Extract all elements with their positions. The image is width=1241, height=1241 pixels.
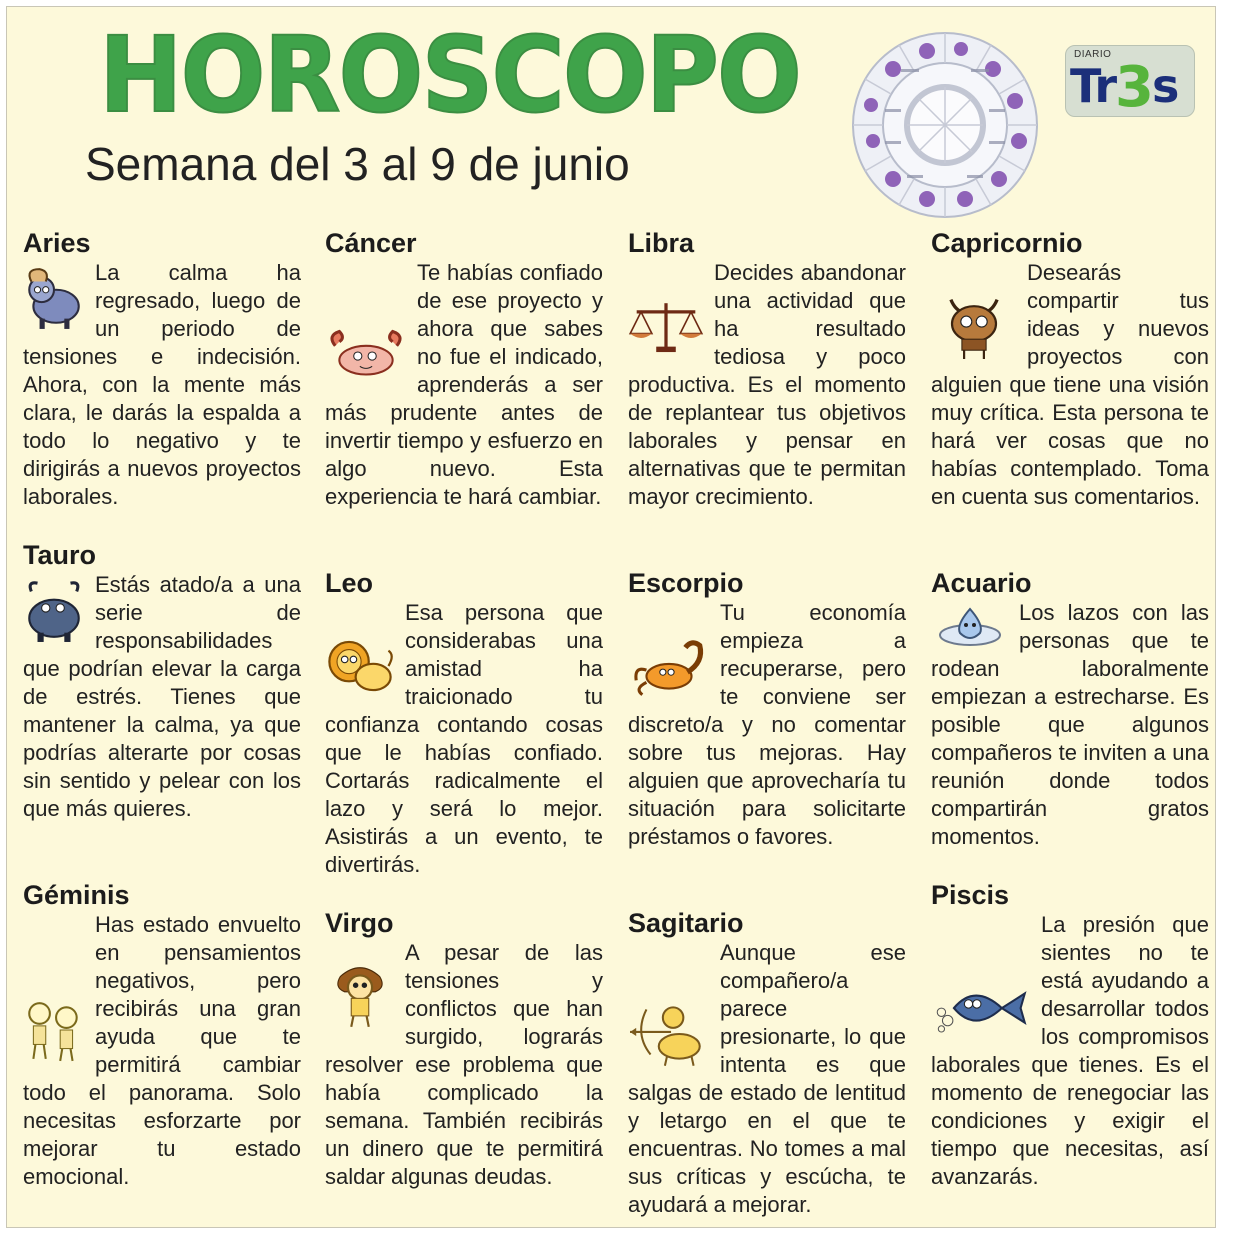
sign-text: Los lazos con las personas que te rodean laboralmente empiezan a estrecharse. Es posible que algunos compañeros te inviten a una reunión donde todos compartirán gratos momentos. (931, 600, 1209, 849)
diario-tres-logo (1065, 45, 1195, 120)
sign-text: La presión que sientes no te está ayudando a desarrollar todos los compromisos laborales que tienes. Es el momento de renegociar las condiciones y exigir el tiempo que necesitas, así avanzarás. (931, 912, 1209, 1189)
sign-geminis (23, 879, 301, 1191)
goat-icon (931, 293, 1017, 359)
lion-icon (325, 633, 395, 699)
logo-small-text: DIARIO (1074, 49, 1112, 60)
sign-text: A pesar de las tensiones y conflictos que han surgido, lograrás resolver ese problema que había complicado la semana. También recibirás un dinero que te permitirá saldar algunas deudas. (325, 940, 603, 1189)
sign-title: Virgo (325, 908, 394, 938)
sign-aries (23, 227, 301, 539)
sign-text: Aunque ese compañero/a parece presionarte, lo que intenta es que salgas de estado de lentitud y letargo en el que te encuentras. No tomes a mal sus críticas y escúcha, te ayudará a mejorar. (628, 940, 906, 1217)
sign-title: Géminis (23, 880, 130, 910)
sign-leo (325, 567, 603, 907)
scales-icon (628, 293, 704, 359)
sign-tauro (23, 539, 301, 879)
twins-icon (23, 997, 85, 1063)
sign-text: Has estado envuelto en pensamientos negativos, pero recibirás una gran ayuda que te permitirá cambiar todo el panorama. Solo necesitas esforzarte por mejorar tu estado emocional. (23, 912, 301, 1189)
page-title: HOROSCOPO (99, 14, 801, 136)
column-3 (628, 227, 906, 1219)
sign-title: Capricornio (931, 228, 1083, 258)
fish-icon (931, 973, 1031, 1039)
sign-title: Tauro (23, 540, 96, 570)
column-1 (23, 227, 301, 1191)
crab-icon (325, 321, 407, 387)
sign-text: Desearás compartir tus ideas y nuevos proyectos con alguien que tiene una visión muy crítica. Esta persona te hará ver cosas que no habías contemplado. Toma en cuenta sus comentarios. (931, 260, 1209, 509)
sign-escorpio (628, 567, 906, 907)
logo-wordmark (1070, 55, 1178, 120)
water-drop-icon (931, 605, 1009, 649)
zodiac-wheel-icon (849, 29, 1041, 221)
sign-title: Aries (23, 228, 91, 258)
logo-pre: Tr (1070, 59, 1116, 113)
sign-text: La calma ha regresado, luego de un periodo de tensiones e indecisión. Ahora, con la mente más clara, le darás la espalda a todo lo negativo y te dirigirás a nuevos proyectos laborales. (23, 260, 301, 509)
sign-sagitario (628, 907, 906, 1219)
sign-text: Esa persona que considerabas una amistad ha traicionado tu confianza contando cosas que le habías confiado. Cortarás radicalmente el lazo y será lo mejor. Asistirás a un evento, te divertirás. (325, 600, 603, 877)
scorpion-icon (628, 633, 710, 699)
sign-piscis (931, 879, 1209, 1191)
sign-text: Decides abandonar una actividad que ha resultado tediosa y poco productiva. Es el momento de replantear tus objetivos laborales y pensar en alternativas que te permitan mayor crecimiento. (628, 260, 906, 509)
logo-post: s (1151, 59, 1178, 113)
maiden-icon (325, 961, 395, 1027)
bull-icon (23, 577, 85, 643)
column-2 (325, 227, 603, 1191)
sign-virgo (325, 907, 603, 1191)
sign-text: Tu economía empieza a recuperarse, pero te conviene ser discreto/a y no comentar sobre tus mejoras. Hay alguien que aprovecharía tu situación para solicitarte préstamos o favores. (628, 600, 906, 849)
logo-three: 3 (1115, 55, 1152, 120)
sign-title: Leo (325, 568, 374, 598)
sign-libra (628, 227, 906, 567)
column-4 (931, 227, 1209, 1191)
sign-text: Estás atado/a a una serie de responsabilidades que podrían elevar la carga de estrés. Tienes que mantener la calma, ya que podrías alterarte por cosas sin sentido y pelear con los que más quieres. (23, 572, 301, 821)
sign-title: Sagitario (628, 908, 744, 938)
sign-title: Escorpio (628, 568, 744, 598)
sign-title: Piscis (931, 880, 1010, 910)
page-subtitle: Semana del 3 al 9 de junio (85, 138, 630, 190)
sign-acuario (931, 567, 1209, 879)
sign-capricornio (931, 227, 1209, 567)
ram-icon (23, 265, 85, 331)
archer-icon (628, 1001, 710, 1067)
sign-text: Te habías confiado de ese proyecto y ahora que sabes no fue el indicado, aprenderás a ser más prudente antes de invertir tiempo y esfuerzo en algo nuevo. Esta experiencia te hará cambiar. (325, 260, 603, 509)
sign-cancer (325, 227, 603, 567)
sign-title: Cáncer (325, 228, 417, 258)
sign-title: Libra (628, 228, 695, 258)
sign-title: Acuario (931, 568, 1032, 598)
horoscope-page (6, 6, 1216, 1228)
